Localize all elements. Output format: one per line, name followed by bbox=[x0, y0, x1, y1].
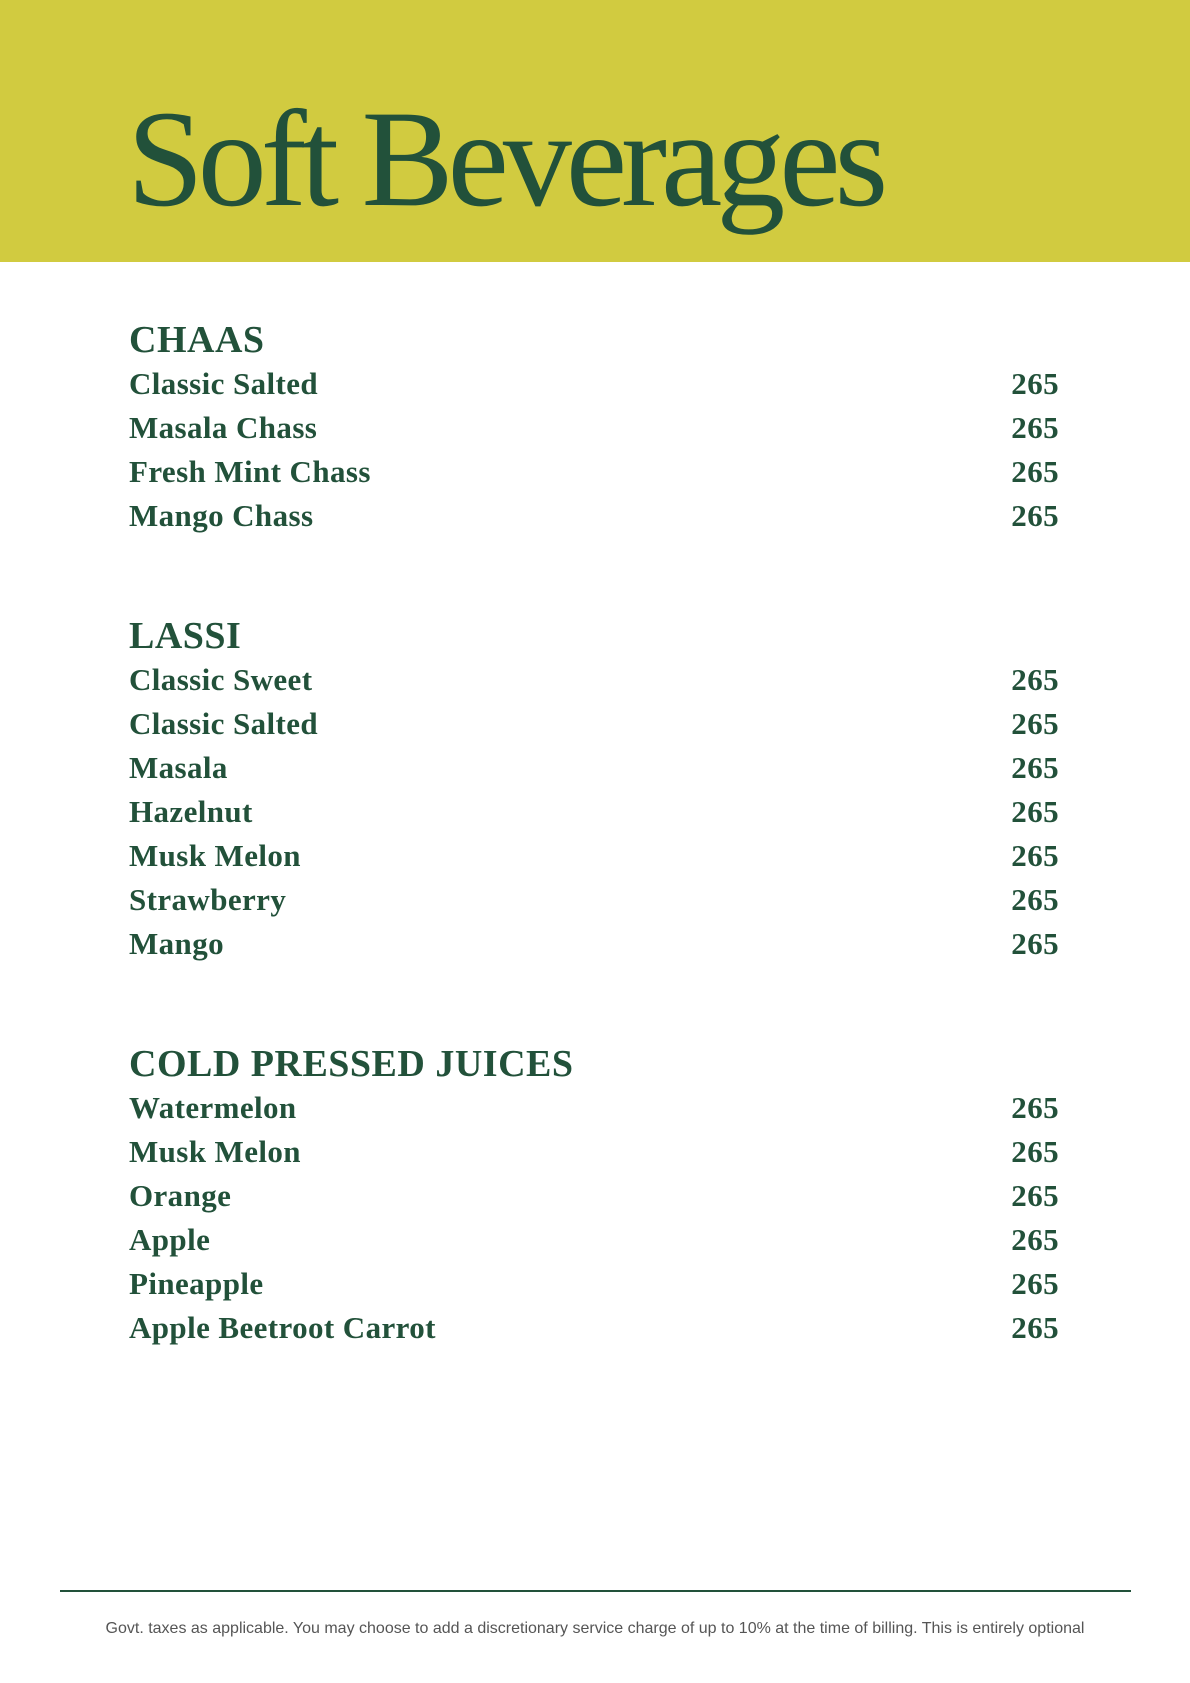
item-price: 265 bbox=[1011, 366, 1059, 401]
menu-item bbox=[129, 1130, 1059, 1174]
item-price: 265 bbox=[1011, 1134, 1059, 1169]
item-price: 265 bbox=[1011, 882, 1059, 917]
menu-item bbox=[129, 406, 1059, 450]
item-price: 265 bbox=[1011, 794, 1059, 829]
menu-item bbox=[129, 1218, 1059, 1262]
section-title: LASSI bbox=[129, 615, 242, 657]
item-price: 265 bbox=[1011, 1178, 1059, 1213]
item-name: Classic Salted bbox=[129, 366, 319, 401]
item-name: Classic Salted bbox=[129, 706, 319, 741]
menu-item bbox=[129, 746, 1059, 790]
item-name: Mango bbox=[129, 926, 224, 961]
item-name: Masala bbox=[129, 750, 228, 785]
menu-item bbox=[129, 658, 1059, 702]
item-price: 265 bbox=[1011, 1266, 1059, 1301]
item-price: 265 bbox=[1011, 926, 1059, 961]
item-name: Masala Chass bbox=[129, 410, 318, 445]
menu-item bbox=[129, 834, 1059, 878]
item-name: Fresh Mint Chass bbox=[129, 454, 371, 489]
item-price: 265 bbox=[1011, 1222, 1059, 1257]
section-title: COLD PRESSED JUICES bbox=[129, 1043, 574, 1085]
item-name: Apple bbox=[129, 1222, 211, 1257]
item-name: Mango Chass bbox=[129, 498, 314, 533]
item-name: Watermelon bbox=[129, 1090, 297, 1125]
item-price: 265 bbox=[1011, 454, 1059, 489]
item-list bbox=[129, 1086, 1059, 1350]
item-price: 265 bbox=[1011, 498, 1059, 533]
item-name: Musk Melon bbox=[129, 1134, 301, 1169]
menu-item bbox=[129, 362, 1059, 406]
section-title: CHAAS bbox=[129, 319, 265, 361]
menu-item bbox=[129, 922, 1059, 966]
item-name: Apple Beetroot Carrot bbox=[129, 1310, 436, 1345]
section-lassi bbox=[129, 614, 1059, 966]
footer-note: Govt. taxes as applicable. You may choose to add a discretionary service charge of up to 10% at the time of billing. This is entirely optional bbox=[105, 1620, 1085, 1637]
item-name: Classic Sweet bbox=[129, 662, 313, 697]
menu-item bbox=[129, 494, 1059, 538]
menu-item bbox=[129, 790, 1059, 834]
item-list bbox=[129, 362, 1059, 538]
menu-item bbox=[129, 1174, 1059, 1218]
item-list bbox=[129, 658, 1059, 966]
menu-item bbox=[129, 878, 1059, 922]
item-name: Musk Melon bbox=[129, 838, 301, 873]
menu-item bbox=[129, 1262, 1059, 1306]
item-name: Pineapple bbox=[129, 1266, 264, 1301]
footer-divider bbox=[60, 1590, 1131, 1592]
menu-item bbox=[129, 450, 1059, 494]
menu-item bbox=[129, 1306, 1059, 1350]
item-name: Strawberry bbox=[129, 882, 287, 917]
menu-item bbox=[129, 702, 1059, 746]
item-price: 265 bbox=[1011, 706, 1059, 741]
item-name: Orange bbox=[129, 1178, 232, 1213]
item-name: Hazelnut bbox=[129, 794, 253, 829]
section-chaas bbox=[129, 318, 1059, 538]
item-price: 265 bbox=[1011, 838, 1059, 873]
section-cold-pressed-juices bbox=[129, 1042, 1059, 1350]
page-title: Soft Beverages bbox=[127, 82, 883, 235]
item-price: 265 bbox=[1011, 410, 1059, 445]
item-price: 265 bbox=[1011, 1310, 1059, 1345]
item-price: 265 bbox=[1011, 1090, 1059, 1125]
menu-item bbox=[129, 1086, 1059, 1130]
item-price: 265 bbox=[1011, 750, 1059, 785]
item-price: 265 bbox=[1011, 662, 1059, 697]
